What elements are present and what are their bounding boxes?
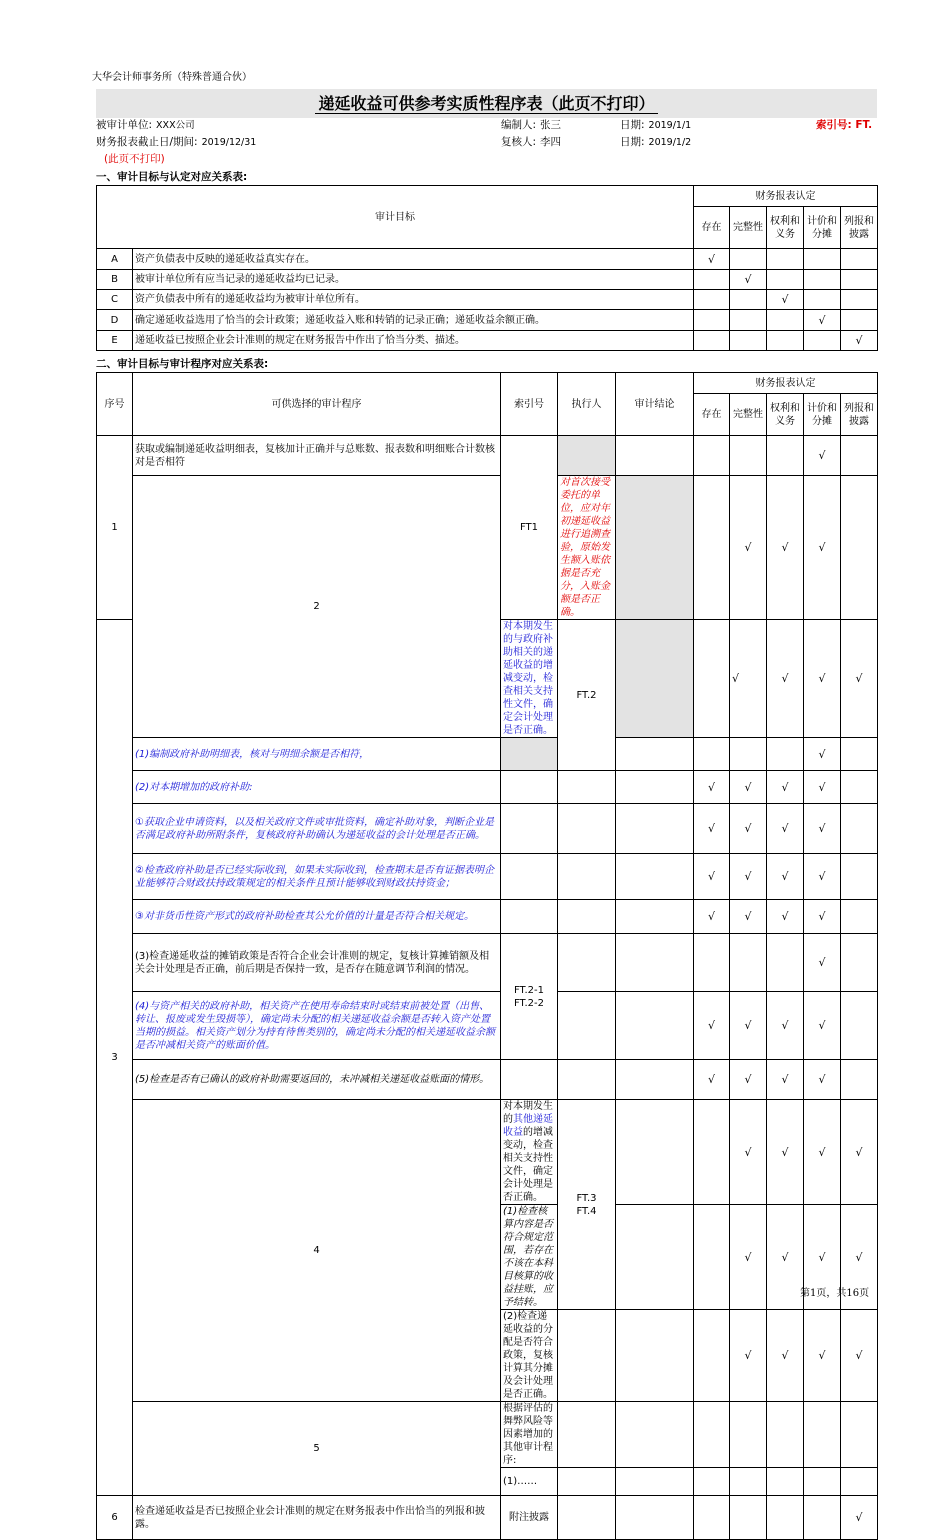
- col-valuation: 计价和分摊: [804, 207, 841, 249]
- assertion-check: √: [804, 854, 841, 900]
- conclusion-cell[interactable]: [616, 738, 694, 771]
- assertion-check: √: [730, 270, 767, 290]
- assertion-check: [841, 1468, 878, 1496]
- date2-label: 日期:: [620, 136, 645, 148]
- procedure-index-empty: [501, 900, 558, 934]
- assertion-check: √: [767, 620, 804, 738]
- procedure-row: [97, 771, 878, 804]
- conclusion-cell[interactable]: [616, 934, 694, 992]
- assertion-check: [841, 992, 878, 1060]
- section2-heading: 二、审计目标与审计程序对应关系表:: [96, 358, 269, 370]
- executor-cell[interactable]: [558, 1496, 616, 1540]
- col-objective: 审计目标: [97, 186, 694, 249]
- assertion-check: [841, 436, 878, 476]
- assertion-check: [841, 270, 878, 290]
- assertion-check: √: [804, 992, 841, 1060]
- procedure-text: ③对非货币性资产形式的政府补助检查其公允价值的计量是否符合相关规定。: [133, 900, 501, 934]
- objective-row: [97, 249, 878, 270]
- assertion-check: [767, 310, 804, 331]
- procedure-index-empty: [501, 804, 558, 854]
- assertion-check: √: [730, 620, 767, 738]
- assertion-check: √: [841, 1205, 878, 1310]
- assertion-check: [841, 900, 878, 934]
- assertion-check: [694, 436, 730, 476]
- assertion-check: [841, 310, 878, 331]
- procedure-index: 附注披露: [501, 1496, 558, 1540]
- procedure-row: [97, 854, 878, 900]
- assertion-check: [730, 738, 767, 771]
- procedure-row: [97, 436, 878, 476]
- assertion-check: [730, 1496, 767, 1540]
- preparer-line: [501, 117, 561, 132]
- assertion-check: [694, 1496, 730, 1540]
- period-line: [96, 134, 256, 149]
- no-print-note: (此页不打印): [104, 153, 165, 165]
- col-assertion-group-2: 财务报表认定: [694, 373, 878, 394]
- assertion-check: √: [767, 900, 804, 934]
- assertion-check: [694, 331, 730, 351]
- assertion-check: √: [804, 476, 841, 620]
- conclusion-cell[interactable]: [616, 900, 694, 934]
- conclusion-cell[interactable]: [616, 804, 694, 854]
- executor-cell[interactable]: [616, 1205, 694, 1310]
- assertion-check: [767, 249, 804, 270]
- assertion-check: √: [804, 310, 841, 331]
- assertion-check: [841, 804, 878, 854]
- procedure-number: 3: [97, 620, 133, 1496]
- col2-presentation: 列报和披露: [841, 394, 878, 436]
- reviewer-label: 复核人:: [501, 136, 537, 148]
- objective-row: [97, 290, 878, 310]
- executor-cell[interactable]: [501, 738, 558, 771]
- assertion-check: [841, 771, 878, 804]
- procedure-index-empty: [501, 854, 558, 900]
- procedure-text: 获取或编制递延收益明细表，复核加计正确并与总账数、报表数和明细账合计数核对是否相符: [133, 436, 501, 476]
- procedure-row: [97, 1496, 878, 1540]
- assertion-check: √: [804, 620, 841, 738]
- assertion-check: [730, 436, 767, 476]
- objective-row: [97, 270, 878, 290]
- executor-cell[interactable]: [558, 992, 616, 1060]
- assertion-check: [767, 331, 804, 351]
- assertion-check: √: [767, 771, 804, 804]
- procedure-row: [97, 738, 878, 771]
- table1-body: [97, 249, 878, 351]
- procedure-text-post: 的增减变动，检查相关支持性文件，确定会计处理是否正确。: [503, 1127, 553, 1203]
- procedure-text: 检查递延收益是否已按照企业会计准则的规定在财务报表中作出恰当的列报和披露。: [133, 1496, 501, 1540]
- assertion-check: √: [694, 1060, 730, 1100]
- objective-row: [97, 331, 878, 351]
- procedure-index: FT.2: [558, 620, 616, 771]
- entity-line: [96, 117, 195, 132]
- col-procedure: 可供选择的审计程序: [133, 373, 501, 436]
- assertion-check: √: [730, 1205, 767, 1310]
- objective-text: 确定递延收益选用了恰当的会计政策；递延收益入账和转销的记录正确；递延收益余额正确。: [133, 310, 694, 331]
- index-number: 索引号: FT.: [816, 119, 873, 131]
- objective-code: C: [97, 290, 133, 310]
- procedure-index-empty: [558, 1468, 616, 1496]
- col2-completeness: 完整性: [730, 394, 767, 436]
- assertion-check: [730, 1468, 767, 1496]
- col2-rights: 权利和义务: [767, 394, 804, 436]
- assertion-check: [804, 270, 841, 290]
- objective-text: 资产负债表中反映的递延收益真实存在。: [133, 249, 694, 270]
- assertion-check: √: [804, 771, 841, 804]
- col-no: 序号: [97, 373, 133, 436]
- procedure-text: 对首次接受委托的单位，应对年初递延收益进行追溯查验，原始发生额入账依据是否充分，入账金额是否正确。: [558, 476, 616, 620]
- procedure-text: (1)编制政府补助明细表，核对与明细余额是否相符，: [133, 738, 501, 771]
- firm-name: 大华会计师事务所（特殊普通合伙）: [92, 72, 252, 83]
- objective-assertion-table: [96, 185, 878, 351]
- assertion-check: [841, 290, 878, 310]
- entity-label: 被审计单位:: [96, 119, 153, 131]
- page-title: [96, 91, 877, 114]
- assertion-check: √: [804, 900, 841, 934]
- executor-cell[interactable]: [558, 771, 616, 804]
- assertion-check: [767, 1496, 804, 1540]
- assertion-check: [841, 1402, 878, 1468]
- procedure-text: ②检查政府补助是否已经实际收到，如果未实际收到，检查期末是否有证据表明企业能够符合财政扶持政策规定的相关条件且预计能够收到财政扶持资金；: [133, 854, 501, 900]
- conclusion-cell[interactable]: [694, 1402, 730, 1468]
- table1-header-row1: [97, 186, 878, 207]
- conclusion-cell[interactable]: [616, 436, 694, 476]
- period-label: 财务报表截止日/期间:: [96, 136, 198, 148]
- procedure-row: [97, 1402, 878, 1468]
- assertion-check: [767, 934, 804, 992]
- procedure-row: [97, 1100, 878, 1205]
- assertion-check: √: [730, 1310, 767, 1402]
- objective-text: 被审计单位所有应当记录的递延收益均已记录。: [133, 270, 694, 290]
- assertion-check: [730, 290, 767, 310]
- procedure-text: (1)……: [501, 1468, 558, 1496]
- assertion-check: [730, 1402, 767, 1468]
- assertion-check: √: [804, 1100, 841, 1205]
- conclusion-cell[interactable]: [694, 476, 730, 620]
- conclusion-cell[interactable]: [616, 854, 694, 900]
- executor-cell[interactable]: [558, 1060, 616, 1100]
- conclusion-cell[interactable]: [694, 1100, 730, 1205]
- procedure-number: 5: [133, 1402, 501, 1496]
- procedure-row: [97, 804, 878, 854]
- preparer-label: 编制人:: [501, 119, 537, 131]
- assertion-check: [841, 249, 878, 270]
- executor-cell[interactable]: [616, 1310, 694, 1402]
- col-rights: 权利和义务: [767, 207, 804, 249]
- assertion-check: √: [804, 1205, 841, 1310]
- procedure-text-highlight: 其他递延收益: [503, 1114, 553, 1138]
- col-existence: 存在: [694, 207, 730, 249]
- objective-row: [97, 310, 878, 331]
- assertion-check: [841, 934, 878, 992]
- objective-text: 递延收益已按照企业会计准则的规定在财务报告中作出了恰当分类、描述。: [133, 331, 694, 351]
- assertion-check: √: [730, 854, 767, 900]
- conclusion-cell[interactable]: [694, 620, 730, 738]
- objective-code: B: [97, 270, 133, 290]
- procedure-number: 4: [133, 1100, 501, 1402]
- executor-cell[interactable]: [616, 620, 694, 738]
- procedure-text: (2)对本期增加的政府补助:: [133, 771, 501, 804]
- assertion-check: √: [694, 900, 730, 934]
- procedure-text: (1)检查核算内容是否符合规定范围，若存在不该在本科目核算的收益挂账，应予结转。: [501, 1205, 558, 1310]
- objective-code: A: [97, 249, 133, 270]
- conclusion-cell[interactable]: [694, 1205, 730, 1310]
- procedure-text: 对本期发生的与政府补助相关的递延收益的增减变动，检查相关支持性文件，确定会计处理是否正确。: [501, 620, 558, 738]
- assertion-check: [841, 476, 878, 620]
- objective-code: D: [97, 310, 133, 331]
- procedure-row: [97, 1060, 878, 1100]
- section1-heading: 一、审计目标与认定对应关系表:: [96, 171, 248, 183]
- objective-code: E: [97, 331, 133, 351]
- assertion-check: √: [767, 1205, 804, 1310]
- assertion-check: √: [767, 290, 804, 310]
- procedure-number: 2: [133, 476, 501, 738]
- assertion-check: √: [730, 476, 767, 620]
- assertion-check: √: [767, 992, 804, 1060]
- assertion-check: [694, 310, 730, 331]
- procedure-text: 根据评估的舞弊风险等因素增加的其他审计程序:: [501, 1402, 558, 1468]
- table2-body: [97, 436, 878, 1540]
- assertion-check: [694, 934, 730, 992]
- assertion-check: √: [804, 1310, 841, 1402]
- assertion-check: [730, 331, 767, 351]
- col-executor: 执行人: [558, 373, 616, 436]
- executor-cell[interactable]: [616, 1402, 694, 1468]
- executor-cell[interactable]: [616, 476, 694, 620]
- assertion-check: √: [694, 804, 730, 854]
- assertion-check: [804, 1468, 841, 1496]
- procedure-text-pre: 对本期发生的: [503, 1101, 553, 1125]
- col2-existence: 存在: [694, 394, 730, 436]
- assertion-check: [841, 854, 878, 900]
- procedure-index: FT.2-1 FT.2-2: [501, 934, 558, 1060]
- reviewer-line: [501, 134, 561, 149]
- procedure-text: (5)检查是否有已确认的政府补助需要返回的，未冲减相关递延收益账面的情形。: [133, 1060, 501, 1100]
- assertion-check: √: [730, 1100, 767, 1205]
- assertion-check: [804, 249, 841, 270]
- assertion-check: √: [767, 476, 804, 620]
- conclusion-cell[interactable]: [616, 1060, 694, 1100]
- col-conclusion: 审计结论: [616, 373, 694, 436]
- assertion-check: √: [730, 992, 767, 1060]
- preparer-value: 张三: [540, 119, 562, 131]
- assertion-check: [730, 310, 767, 331]
- assertion-check: √: [730, 900, 767, 934]
- assertion-check: √: [730, 771, 767, 804]
- date2-value: 2019/1/2: [648, 137, 692, 148]
- executor-cell[interactable]: [558, 854, 616, 900]
- conclusion-cell[interactable]: [694, 1310, 730, 1402]
- assertion-check: √: [841, 1310, 878, 1402]
- procedure-number: 6: [97, 1496, 133, 1540]
- procedure-number: 1: [97, 436, 133, 620]
- assertion-check: √: [694, 992, 730, 1060]
- assertion-check: √: [804, 1060, 841, 1100]
- objective-text: 资产负债表中所有的递延收益均为被审计单位所有。: [133, 290, 694, 310]
- assertion-check: √: [730, 804, 767, 854]
- procedure-text: (2)检查递延收益的分配是否符合政策，复核计算其分摊及会计处理是否正确。: [501, 1310, 558, 1402]
- assertion-check: [730, 934, 767, 992]
- assertion-check: [841, 738, 878, 771]
- executor-cell[interactable]: [558, 934, 616, 992]
- assertion-check: √: [804, 804, 841, 854]
- conclusion-cell[interactable]: [616, 1496, 694, 1540]
- executor-cell[interactable]: [616, 1468, 694, 1496]
- executor-cell[interactable]: [616, 1100, 694, 1205]
- assertion-check: [694, 270, 730, 290]
- assertion-check: √: [767, 804, 804, 854]
- procedure-index-empty: [558, 1402, 616, 1468]
- col2-valuation: 计价和分摊: [804, 394, 841, 436]
- page-number: 第1页，共16页: [800, 1288, 870, 1299]
- procedure-row: [97, 992, 878, 1060]
- procedure-index-empty: [501, 1060, 558, 1100]
- procedure-index: FT.3 FT.4: [558, 1100, 616, 1310]
- assertion-check: √: [767, 1310, 804, 1402]
- procedure-index-empty: [558, 1310, 616, 1402]
- assertion-check: √: [694, 249, 730, 270]
- date2-line: [620, 134, 691, 149]
- executor-cell[interactable]: [558, 900, 616, 934]
- procedure-index: FT1: [501, 436, 558, 620]
- date1-label: 日期:: [620, 119, 645, 131]
- assertion-check: [767, 436, 804, 476]
- procedure-text: (3)检查递延收益的摊销政策是否符合企业会计准则的规定，复核计算摊销额及相关会计处理是否正确，前后期是否保持一致，是否存在随意调节利润的情况。: [133, 934, 501, 992]
- executor-cell[interactable]: [558, 436, 616, 476]
- procedure-table: [96, 372, 878, 1540]
- conclusion-cell[interactable]: [616, 771, 694, 804]
- procedure-row: [97, 900, 878, 934]
- assertion-check: [804, 331, 841, 351]
- assertion-check: [694, 290, 730, 310]
- col-index: 索引号: [501, 373, 558, 436]
- assertion-check: √: [767, 1100, 804, 1205]
- procedure-row: [97, 476, 878, 620]
- period-value: 2019/12/31: [201, 137, 257, 148]
- assertion-check: √: [804, 738, 841, 771]
- assertion-check: √: [841, 331, 878, 351]
- conclusion-cell[interactable]: [616, 992, 694, 1060]
- entity-value: XXX公司: [156, 120, 195, 131]
- executor-cell[interactable]: [558, 804, 616, 854]
- col-completeness: 完整性: [730, 207, 767, 249]
- assertion-check: [767, 270, 804, 290]
- procedure-index-empty: [501, 771, 558, 804]
- assertion-check: [694, 738, 730, 771]
- procedure-row: [97, 934, 878, 992]
- date1-line: [620, 117, 691, 132]
- procedure-text: (4)与资产相关的政府补助，相关资产在使用寿命结束时或结束前被处置（出售、转让、报废或发生毁损等），确定尚未分配的相关递延收益余额是否转入资产处置当期的损益。相关资产划分为持有待售类别的，确定尚未分配的相关递延收益余额是否冲减相关资产的账面价值。: [133, 992, 501, 1060]
- conclusion-cell[interactable]: [694, 1468, 730, 1496]
- reviewer-value: 李四: [540, 136, 562, 148]
- assertion-check: [767, 1468, 804, 1496]
- assertion-check: √: [694, 854, 730, 900]
- procedure-text: [501, 1100, 558, 1205]
- assertion-check: √: [841, 620, 878, 738]
- assertion-check: [767, 1402, 804, 1468]
- assertion-check: [767, 738, 804, 771]
- page-title-text: 递延收益可供参考实质性程序表（此页不打印）: [315, 94, 657, 114]
- assertion-check: √: [767, 1060, 804, 1100]
- assertion-check: [804, 290, 841, 310]
- assertion-check: √: [804, 934, 841, 992]
- procedure-text: ①获取企业申请资料，以及相关政府文件或审批资料，确定补助对象，判断企业是否满足政府补助所附条件，复核政府补助确认为递延收益的会计处理是否正确。: [133, 804, 501, 854]
- assertion-check: √: [767, 854, 804, 900]
- assertion-check: √: [804, 436, 841, 476]
- assertion-check: √: [841, 1100, 878, 1205]
- table2-header-row1: [97, 373, 878, 394]
- assertion-check: [730, 249, 767, 270]
- assertion-check: √: [841, 1496, 878, 1540]
- assertion-check: √: [694, 771, 730, 804]
- col-assertion-group: 财务报表认定: [694, 186, 878, 207]
- assertion-check: [841, 1060, 878, 1100]
- assertion-check: [804, 1496, 841, 1540]
- assertion-check: √: [730, 1060, 767, 1100]
- date1-value: 2019/1/1: [648, 120, 692, 131]
- assertion-check: [804, 1402, 841, 1468]
- col-presentation: 列报和披露: [841, 207, 878, 249]
